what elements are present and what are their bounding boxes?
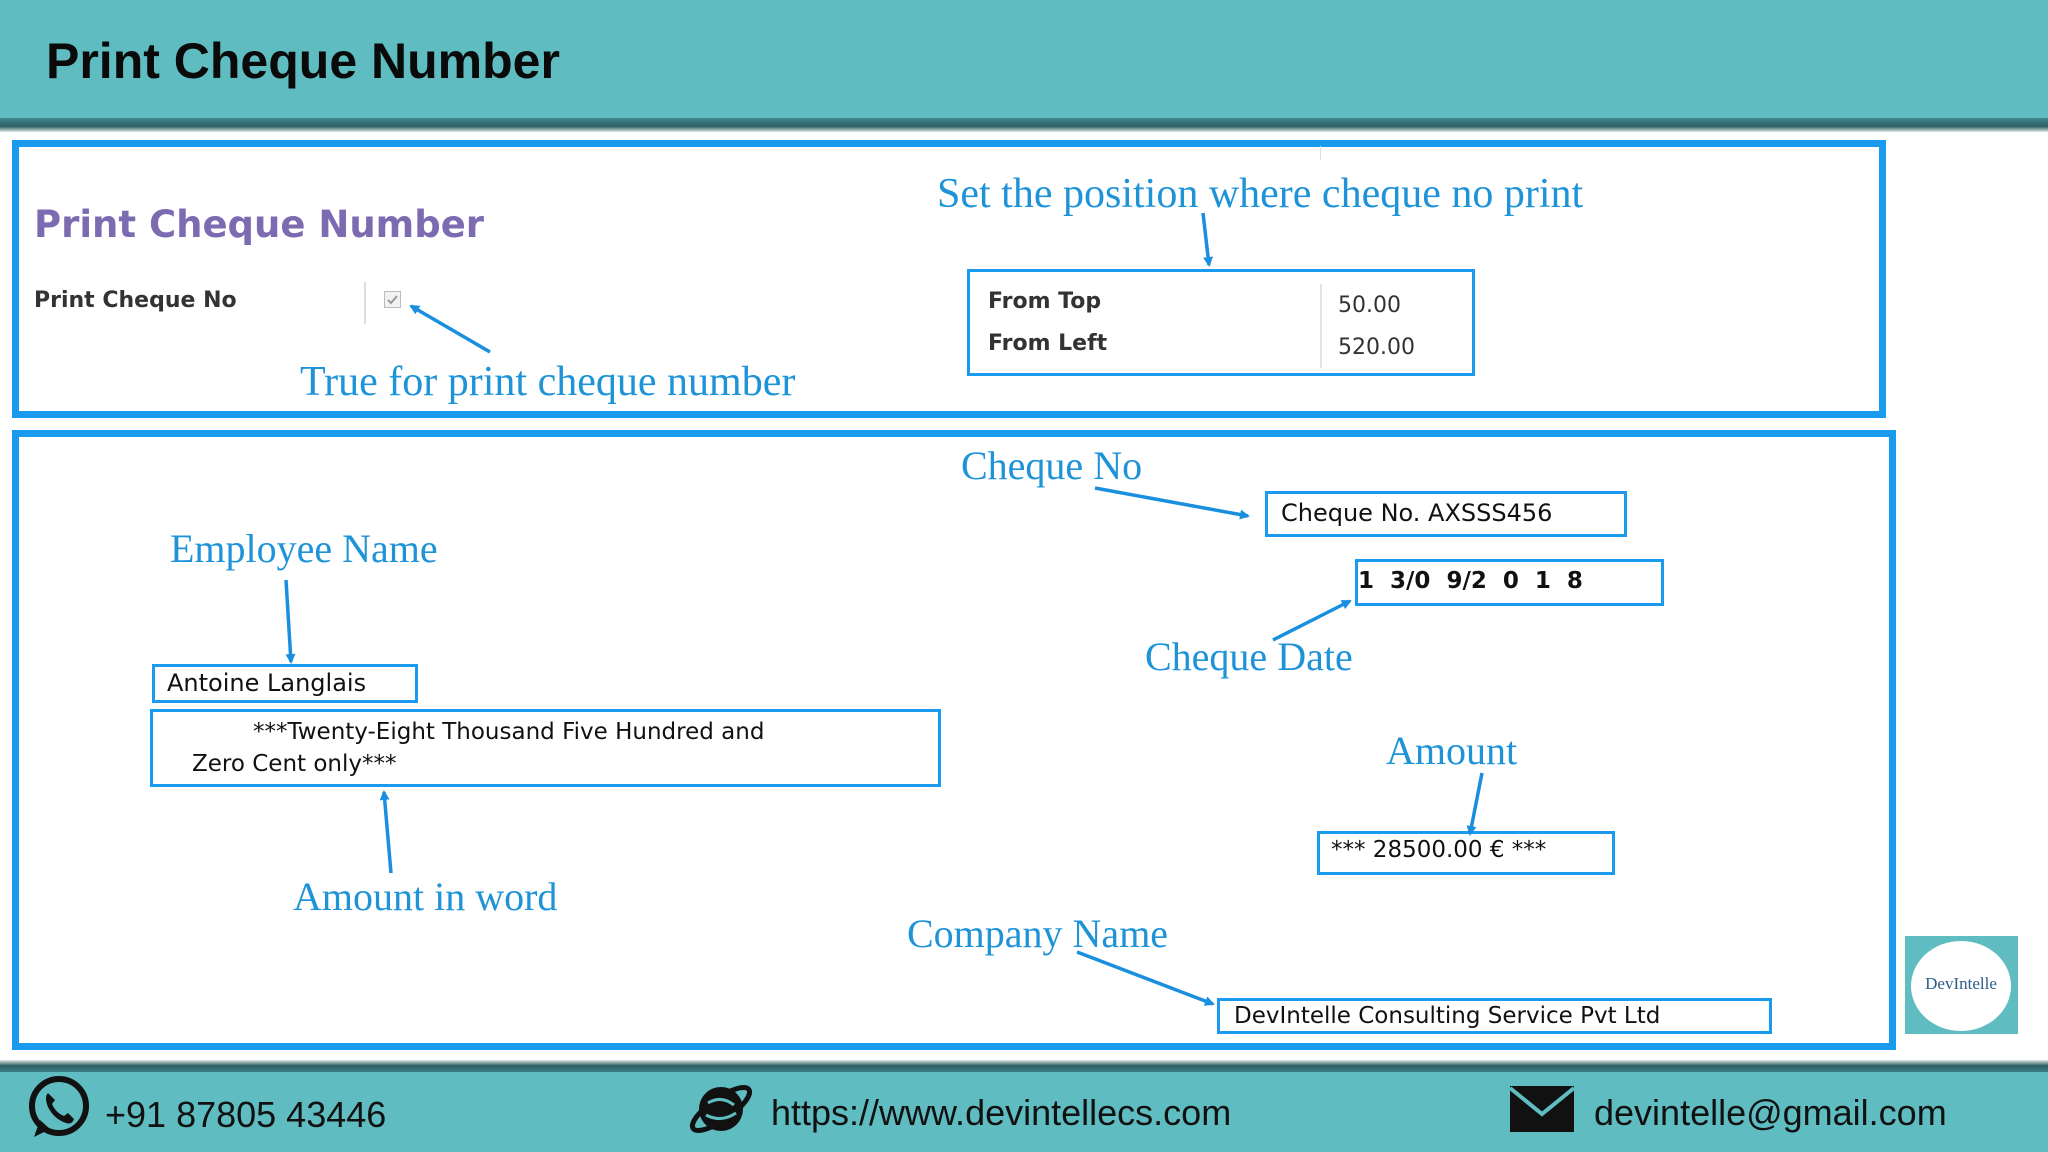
- slide-title: Print Cheque Number: [46, 33, 560, 89]
- form-title: Print Cheque Number: [34, 203, 485, 246]
- from-top-label: From Top: [988, 289, 1102, 314]
- annotation-cheque-date: Cheque Date: [1145, 634, 1353, 679]
- amount-in-words-line2: Zero Cent only***: [192, 751, 397, 777]
- position-field-separator: [1320, 284, 1322, 368]
- print-cheque-checkbox[interactable]: [384, 291, 401, 308]
- annotation-cheque-no: Cheque No: [961, 443, 1143, 488]
- annotation-amount-in-word: Amount in word: [293, 874, 558, 919]
- whatsapp-phone-icon: [26, 1075, 92, 1141]
- employee-name: Antoine Langlais: [167, 669, 367, 697]
- cheque-date: 1 3/0 9/2 0 1 8: [1358, 568, 1583, 594]
- annotation-set-position: Set the position where cheque no print: [937, 171, 1584, 217]
- from-left-label: From Left: [988, 331, 1108, 356]
- envelope-icon: [1508, 1084, 1576, 1134]
- from-top-value[interactable]: 50.00: [1338, 293, 1401, 318]
- annotation-amount: Amount: [1386, 728, 1518, 773]
- print-cheque-label: Print Cheque No: [34, 288, 237, 313]
- footer-website[interactable]: https://www.devintellecs.com: [771, 1092, 1232, 1133]
- footer-email[interactable]: devintelle@gmail.com: [1594, 1092, 1947, 1133]
- from-left-value[interactable]: 520.00: [1338, 335, 1415, 360]
- footer-phone[interactable]: +91 87805 43446: [105, 1094, 387, 1135]
- field-separator: [364, 282, 366, 324]
- cheque-number: Cheque No. AXSSS456: [1281, 499, 1553, 527]
- logo-text: DevIntelle: [1925, 974, 1997, 993]
- form-divider-line: [1320, 146, 1321, 160]
- amount-in-words-line1: ***Twenty-Eight Thousand Five Hundred and: [253, 719, 765, 745]
- company-name: DevIntelle Consulting Service Pvt Ltd: [1234, 1003, 1661, 1029]
- annotation-company-name: Company Name: [907, 911, 1169, 956]
- checkmark-icon: [385, 292, 400, 307]
- annotation-true-for-print: True for print cheque number: [300, 359, 796, 405]
- globe-icon: [686, 1073, 756, 1143]
- amount-value: *** 28500.00 € ***: [1331, 837, 1547, 863]
- header-shadow: [0, 118, 2048, 132]
- annotation-employee-name: Employee Name: [170, 526, 438, 571]
